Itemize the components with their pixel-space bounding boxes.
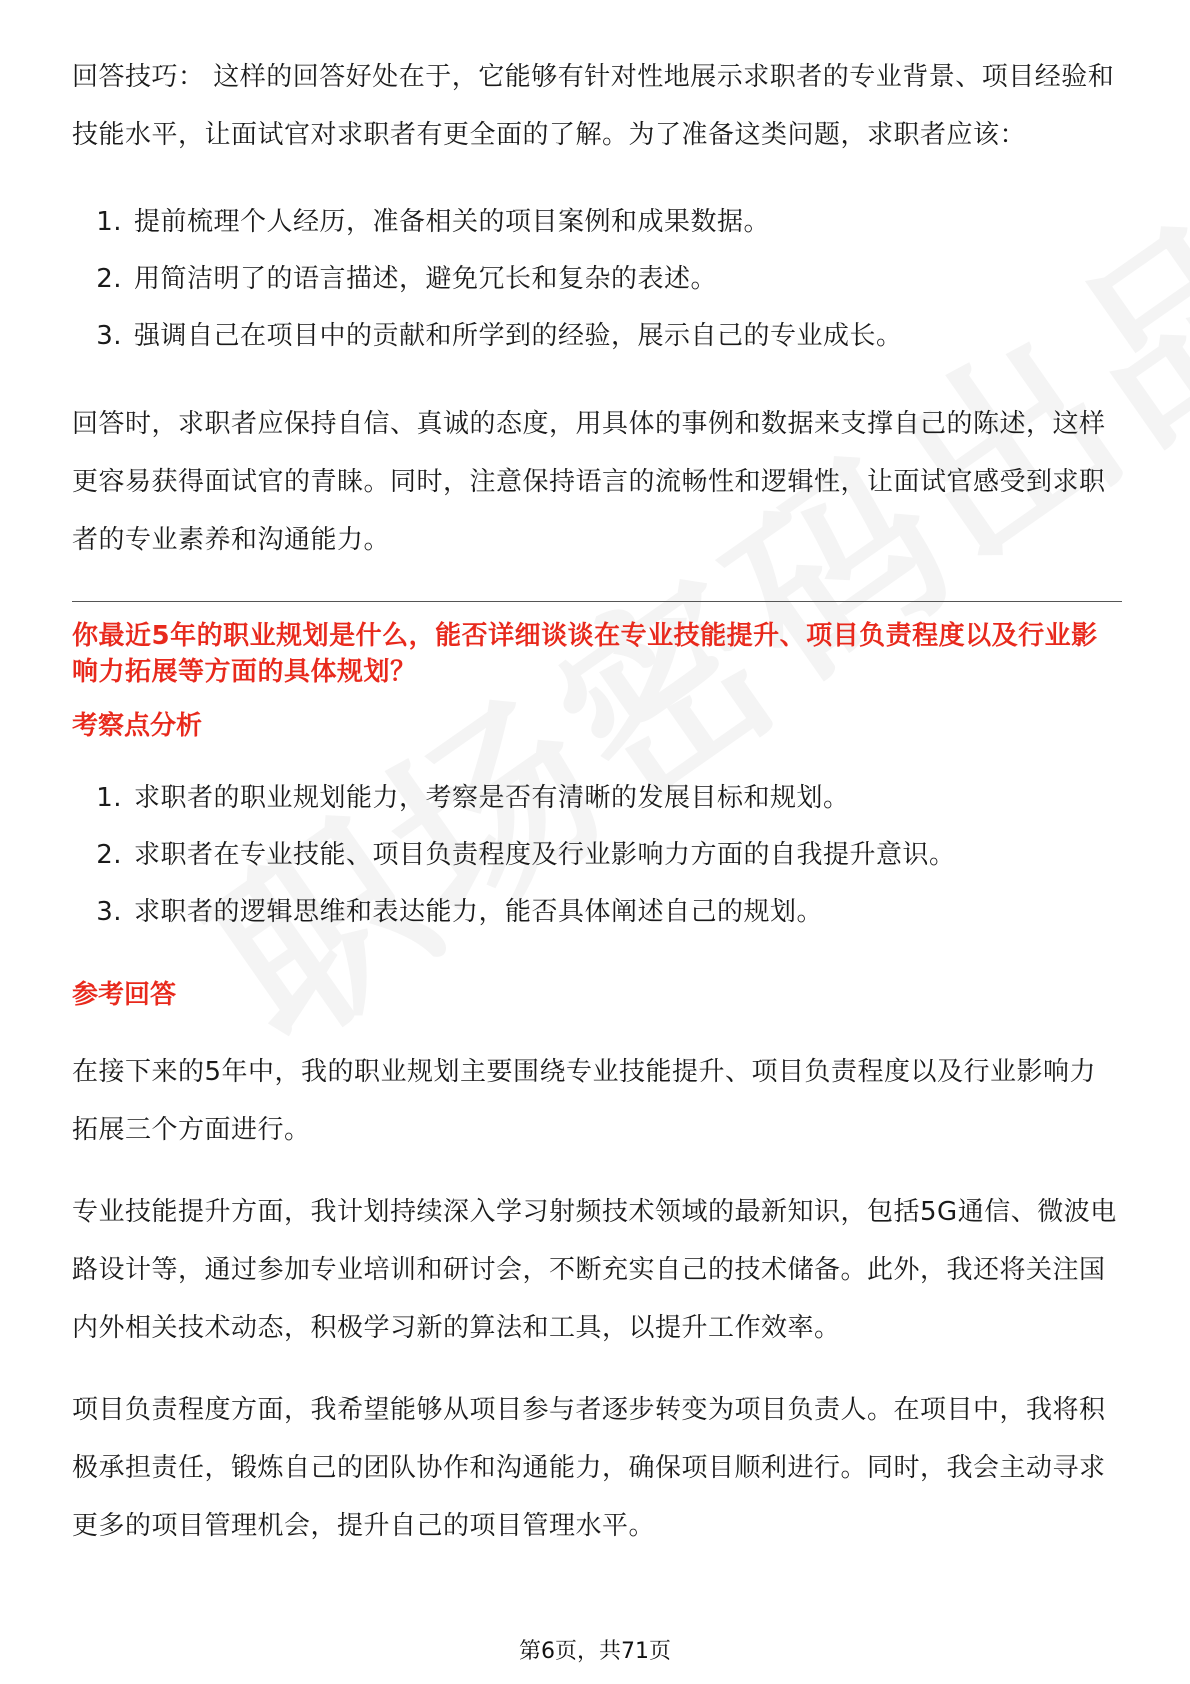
list-item (72, 194, 1122, 251)
tip-paragraph: 回答技巧： 这样的回答好处在于，它能够有针对性地展示求职者的专业背景、项目经验和技能水平，让面试官对求职者有更全面的了解。为了准备这类问题，求职者应该： (72, 62, 1115, 150)
list-item (72, 827, 1122, 884)
document-page (72, 48, 1122, 1555)
list-item (72, 884, 1122, 941)
tips-list (72, 194, 1122, 365)
analysis-title: 考察点分析 (72, 711, 203, 741)
list-number: 3. (96, 321, 122, 351)
list-item (72, 308, 1122, 365)
list-text: 强调自己在项目中的贡献和所学到的经验，展示自己的专业成长。 (134, 321, 903, 351)
list-item (72, 770, 1122, 827)
answer-paragraph: 项目负责程度方面，我希望能够从项目参与者逐步转变为项目负责人。在项目中，我将积极承担责任，锻炼自己的团队协作和沟通能力，确保项目顺利进行。同时，我会主动寻求更多的项目管理机会，提升自己的项目管理水平。 (72, 1395, 1106, 1541)
list-number: 3. (96, 897, 122, 927)
list-number: 1. (96, 207, 122, 237)
answer-paragraph: 在接下来的5年中，我的职业规划主要围绕专业技能提升、项目负责程度以及行业影响力拓展三个方面进行。 (72, 1057, 1097, 1145)
analysis-list (72, 770, 1122, 941)
list-number: 2. (96, 264, 122, 294)
list-item (72, 251, 1122, 308)
section-divider (72, 601, 1122, 602)
page-number: 第6页，共71页 (519, 1639, 671, 1664)
answer-title: 参考回答 (72, 980, 177, 1010)
list-number: 1. (96, 783, 122, 813)
list-text: 求职者的职业规划能力，考察是否有清晰的发展目标和规划。 (134, 783, 850, 813)
closing-paragraph: 回答时，求职者应保持自信、真诚的态度，用具体的事例和数据来支撑自己的陈述，这样更容易获得面试官的青睐。同时，注意保持语言的流畅性和逻辑性，让面试官感受到求职者的专业素养和沟通能力。 (72, 409, 1106, 555)
answer-paragraph: 专业技能提升方面，我计划持续深入学习射频技术领域的最新知识，包括5G通信、微波电路设计等，通过参加专业培训和研讨会，不断充实自己的技术储备。此外，我还将关注国内外相关技术动态，积极学习新的算法和工具，以提升工作效率。 (72, 1197, 1117, 1343)
list-text: 提前梳理个人经历，准备相关的项目案例和成果数据。 (134, 207, 771, 237)
list-text: 求职者的逻辑思维和表达能力，能否具体阐述自己的规划。 (134, 897, 824, 927)
question-heading: 你最近5年的职业规划是什么，能否详细谈谈在专业技能提升、项目负责程度以及行业影响力拓展等方面的具体规划？ (72, 621, 1098, 687)
list-number: 2. (96, 840, 122, 870)
list-text: 求职者在专业技能、项目负责程度及行业影响力方面的自我提升意识。 (134, 840, 956, 870)
list-text: 用简洁明了的语言描述，避免冗长和复杂的表述。 (134, 264, 718, 294)
